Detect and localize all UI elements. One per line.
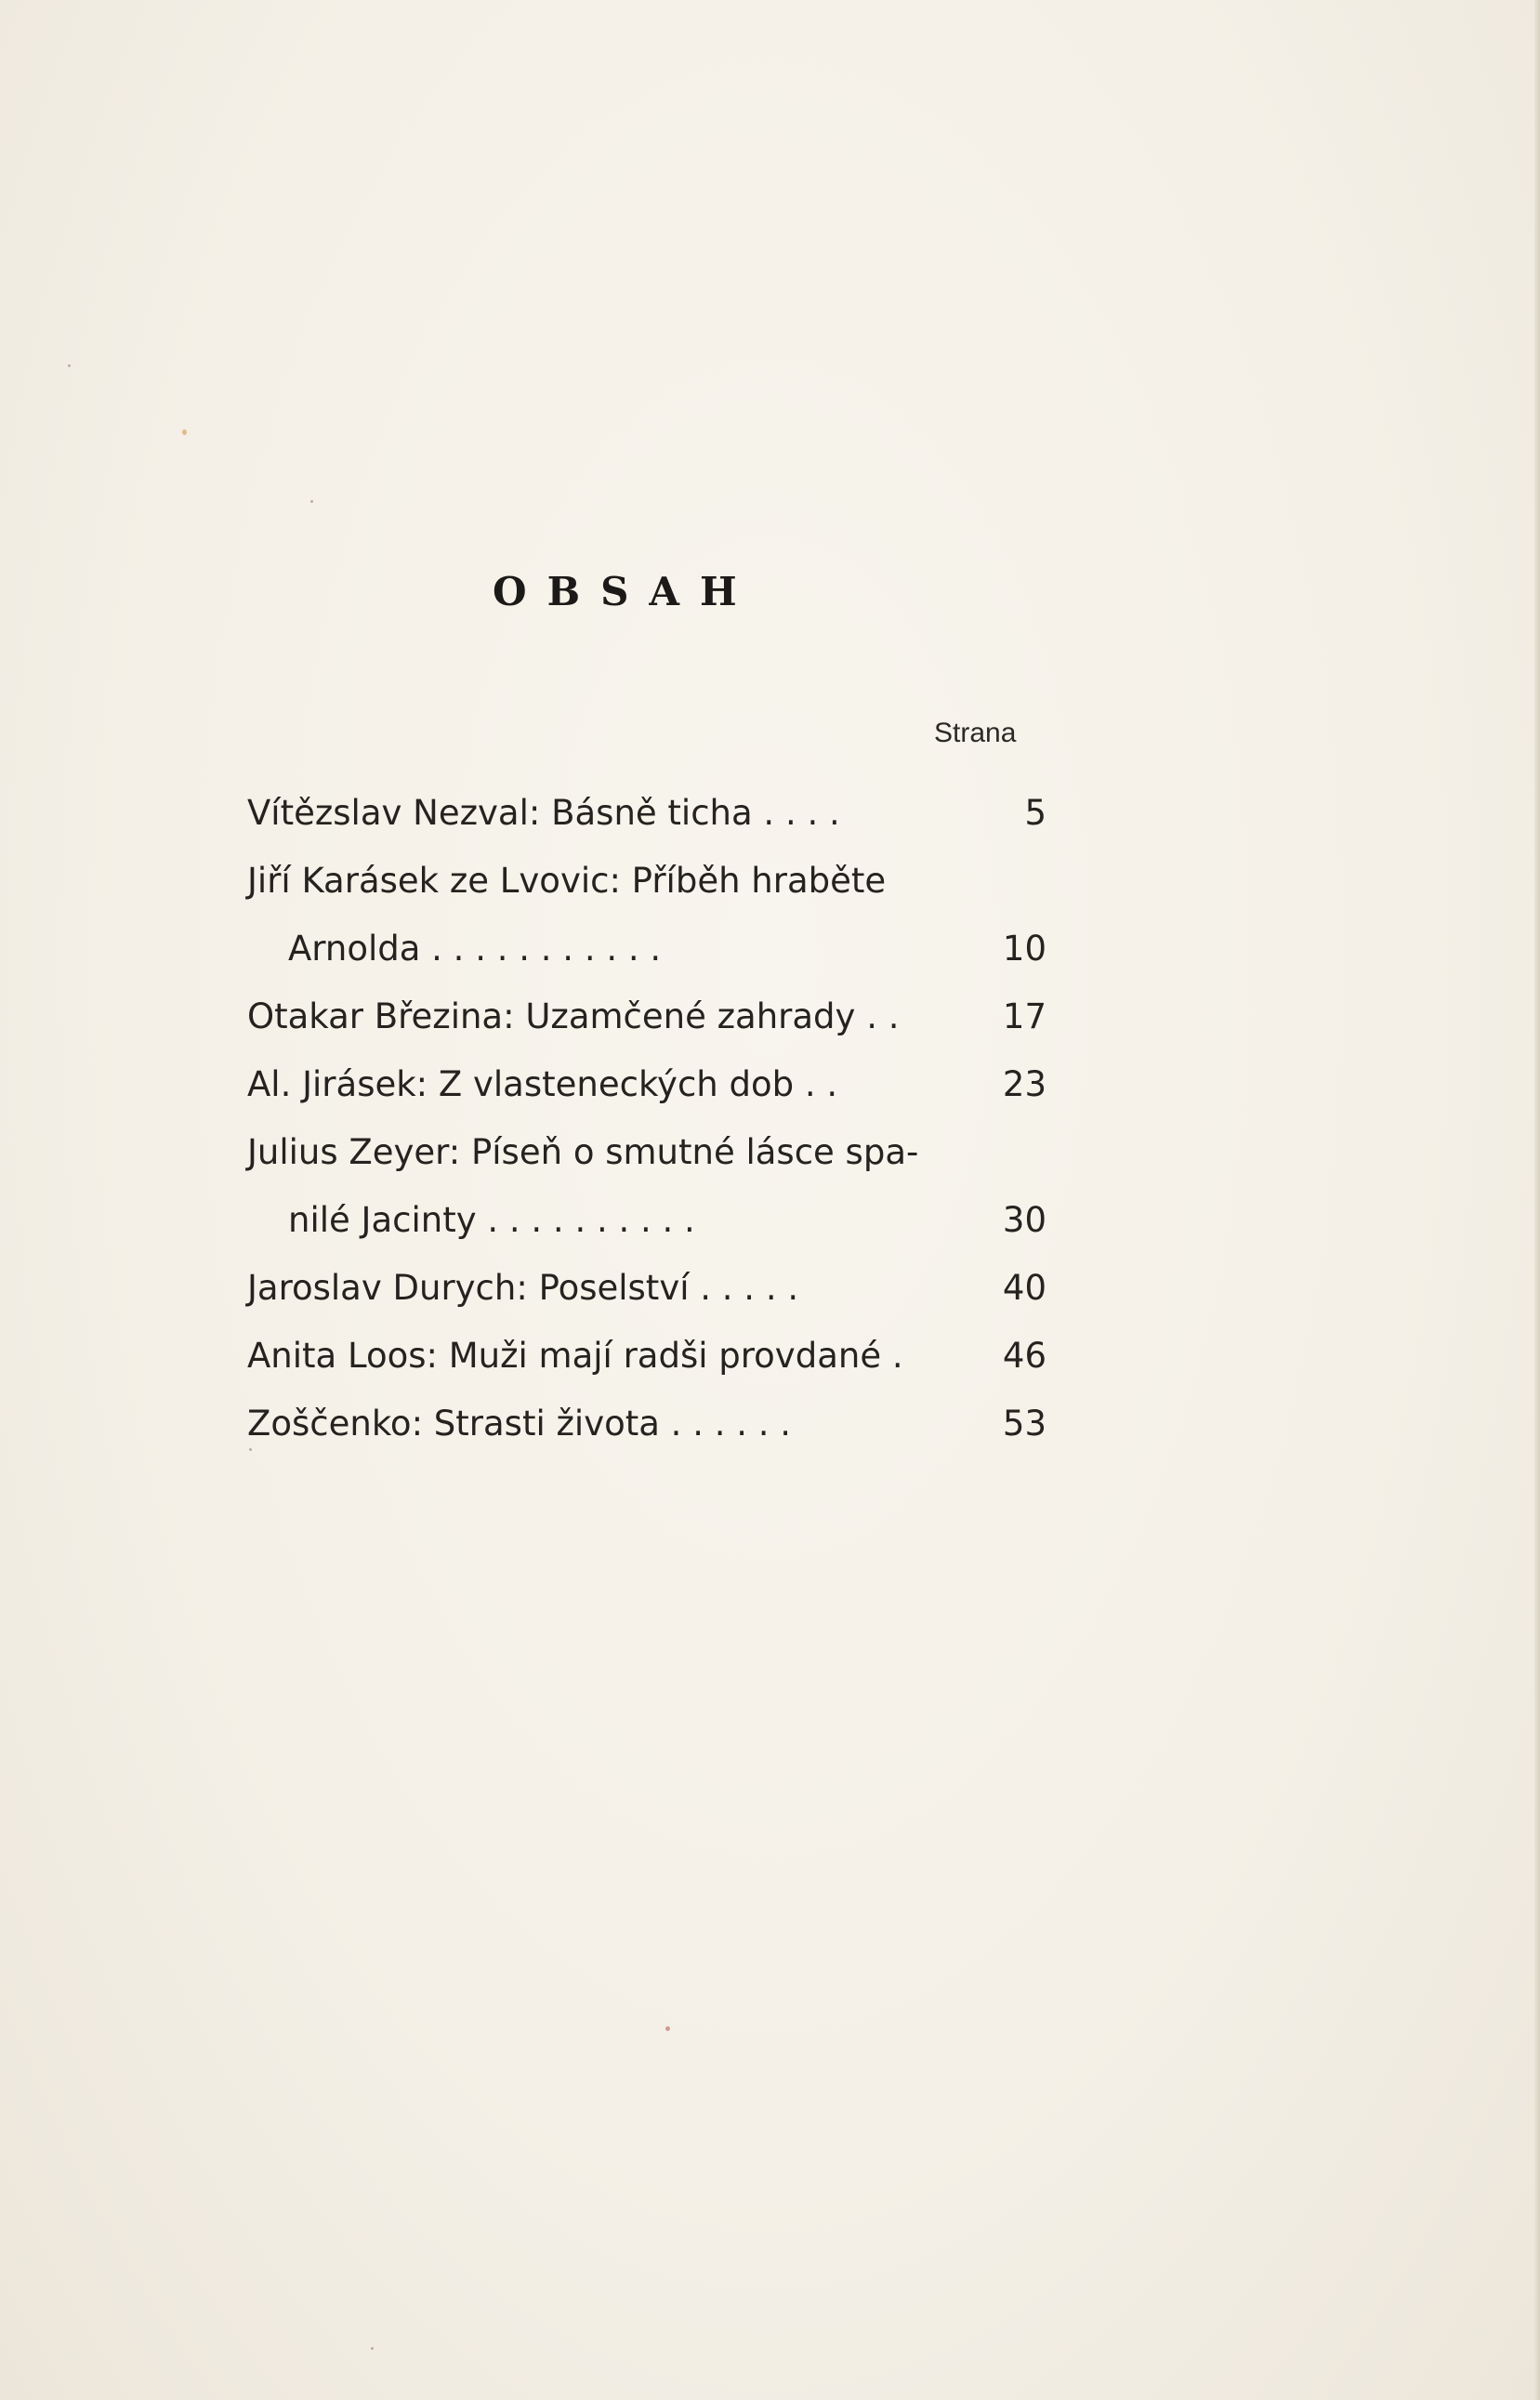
toc-entry <box>247 1050 1046 1118</box>
toc-entry-title: Julius Zeyer: Píseň o smutné lásce spa- <box>247 1132 919 1172</box>
toc-entry <box>247 1118 1046 1186</box>
toc-entry <box>247 982 1046 1050</box>
toc-entry-title: Al. Jirásek: Z vlasteneckých dob . . <box>247 1064 838 1104</box>
toc-entry-title: nilé Jacinty . . . . . . . . . . <box>288 1200 695 1240</box>
toc-entry-page: 40 <box>1002 1268 1046 1308</box>
page-edge <box>1534 0 1540 2400</box>
table-of-contents <box>247 779 1046 1457</box>
toc-entry-title: Jiří Karásek ze Lvovic: Příběh hraběte <box>247 861 887 901</box>
toc-entry-page: 17 <box>1002 996 1046 1036</box>
toc-entry-page: 46 <box>1002 1336 1046 1376</box>
toc-entry-page: 53 <box>1002 1404 1046 1444</box>
toc-entry <box>247 847 1046 915</box>
page-column-label: Strana <box>934 718 1017 748</box>
toc-entry-page: 30 <box>1002 1200 1046 1240</box>
toc-entry-page: 23 <box>1002 1064 1046 1104</box>
toc-entry-title: Vítězslav Nezval: Básně ticha . . . . <box>247 793 840 833</box>
toc-entry <box>247 779 1046 847</box>
page-title: OBSAH <box>493 569 757 614</box>
toc-entry-title: Anita Loos: Muži mají radši provdané . <box>247 1336 903 1376</box>
toc-entry-continuation <box>247 1186 1046 1254</box>
toc-entry <box>247 1254 1046 1322</box>
toc-entry-page: 10 <box>1002 929 1046 969</box>
toc-entry-continuation <box>247 915 1046 982</box>
toc-entry <box>247 1390 1046 1457</box>
toc-entry-title: Jaroslav Durych: Poselství . . . . . <box>247 1268 799 1308</box>
toc-entry-page: 5 <box>1024 793 1046 833</box>
toc-entry-title: Arnolda . . . . . . . . . . . <box>288 929 662 969</box>
toc-entry-title: Otakar Březina: Uzamčené zahrady . . <box>247 996 900 1036</box>
toc-entry-title: Zoščenko: Strasti života . . . . . . <box>247 1404 792 1444</box>
toc-entry <box>247 1322 1046 1390</box>
